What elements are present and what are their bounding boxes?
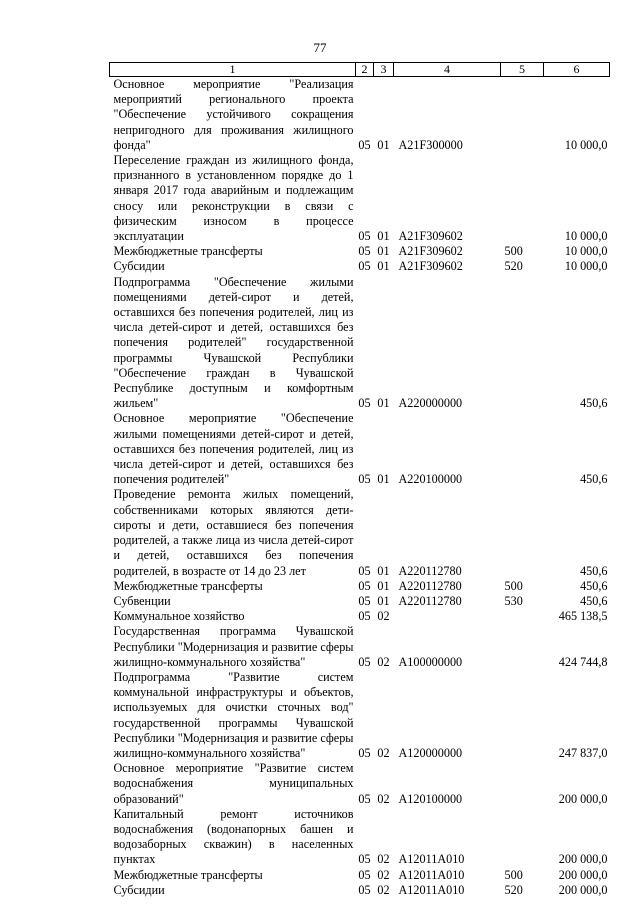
row-section-code: 05 bbox=[358, 578, 371, 593]
row-name: Основное мероприятие "Развитие систем водоснабжения муниципальных образований" bbox=[113, 761, 354, 806]
header-col-2: 2 bbox=[356, 63, 374, 77]
row-target-article: A120100000 bbox=[398, 791, 463, 806]
row-amount: 10 000,0 bbox=[564, 229, 608, 244]
row-expense-type bbox=[501, 624, 544, 670]
row-target-article: A12011A010 bbox=[398, 882, 465, 897]
row-target-article: A12011A010 bbox=[398, 852, 465, 867]
row-subsection-code: 01 bbox=[377, 229, 390, 244]
table-body bbox=[110, 77, 610, 898]
row-expense-type: 520 bbox=[504, 259, 523, 274]
row-name: Основное мероприятие "Обеспечение жилыми помещениями детей-сирот и детей, оставшихся без попечения родителей, лиц из числа детей-сирот и детей, оставшихся без попечения родителей" bbox=[113, 411, 354, 487]
row-expense-type bbox=[501, 275, 544, 412]
row-subsection-code: 01 bbox=[377, 578, 390, 593]
row-amount: 450,6 bbox=[580, 593, 608, 608]
row-subsection-code: 02 bbox=[377, 609, 390, 624]
row-subsection-code: 01 bbox=[377, 244, 390, 259]
row-amount: 247 837,0 bbox=[558, 745, 608, 760]
row-section-code: 05 bbox=[358, 396, 371, 411]
row-expense-type bbox=[501, 77, 544, 154]
row-subsection-code: 01 bbox=[377, 396, 390, 411]
table-row bbox=[110, 259, 610, 274]
row-name: Проведение ремонта жилых помещений, собственниками которых являются дети-сироты и дети, оставшиеся без попечения родителей, а также лица из числа детей-сирот и детей, оставшихся без попечения родителей, в возрасте от 14 до 23 лет bbox=[113, 487, 354, 578]
row-subsection-code: 02 bbox=[377, 745, 390, 760]
page-number: 77 bbox=[313, 40, 327, 55]
row-expense-type bbox=[501, 807, 544, 868]
row-subsection-code: 02 bbox=[377, 882, 390, 897]
row-name: Переселение граждан из жилищного фонда, признанного в установленном порядке до 1 января 2017 года аварийным и подлежащим сносу или реконструкции в связи с физическим износом в процессе эксплуатации bbox=[113, 153, 354, 244]
row-section-code: 05 bbox=[358, 745, 371, 760]
table-row bbox=[110, 487, 610, 578]
row-subsection-code: 01 bbox=[377, 472, 390, 487]
row-subsection-code: 02 bbox=[377, 852, 390, 867]
row-amount: 200 000,0 bbox=[558, 852, 608, 867]
row-name: Субвенции bbox=[113, 593, 171, 608]
row-expense-type bbox=[501, 670, 544, 761]
row-target-article: A100000000 bbox=[398, 654, 463, 669]
row-target-article: A21F309602 bbox=[398, 229, 463, 244]
row-amount: 10 000,0 bbox=[564, 244, 608, 259]
row-amount: 450,6 bbox=[580, 578, 608, 593]
row-expense-type: 500 bbox=[504, 244, 523, 259]
table-header bbox=[110, 63, 610, 77]
row-expense-type bbox=[501, 153, 544, 244]
table-row bbox=[110, 609, 610, 624]
row-section-code: 05 bbox=[358, 593, 371, 608]
row-name: Подпрограмма "Развитие систем коммунальной инфраструктуры и объектов, используемых для очистки сточных вод" государственной программы Чувашской Республики "Модернизация и развитие сферы жилищно-коммунального хозяйства" bbox=[113, 669, 354, 760]
header-col-6: 6 bbox=[544, 63, 610, 77]
row-expense-type: 500 bbox=[504, 867, 523, 882]
table-row bbox=[110, 761, 610, 807]
table-row bbox=[110, 275, 610, 412]
table-row bbox=[110, 594, 610, 609]
row-expense-type bbox=[501, 411, 544, 487]
row-name: Коммунальное хозяйство bbox=[113, 609, 245, 624]
row-amount: 200 000,0 bbox=[558, 882, 608, 897]
row-amount: 450,6 bbox=[580, 563, 608, 578]
header-col-5: 5 bbox=[501, 63, 544, 77]
row-section-code: 05 bbox=[358, 137, 371, 152]
row-subsection-code: 01 bbox=[377, 137, 390, 152]
row-name: Капитальный ремонт источников водоснабжения (водонапорных башен и водозаборных скважин) в населенных пунктах bbox=[113, 806, 354, 867]
row-amount: 465 138,5 bbox=[558, 609, 608, 624]
row-subsection-code: 02 bbox=[377, 654, 390, 669]
row-section-code: 05 bbox=[358, 229, 371, 244]
table-row bbox=[110, 153, 610, 244]
row-target-article: A21F309602 bbox=[398, 259, 463, 274]
row-subsection-code: 01 bbox=[377, 593, 390, 608]
row-target-article: A220112780 bbox=[398, 563, 462, 578]
row-amount: 200 000,0 bbox=[558, 791, 608, 806]
row-amount: 10 000,0 bbox=[564, 137, 608, 152]
row-section-code: 05 bbox=[358, 867, 371, 882]
row-amount: 10 000,0 bbox=[564, 259, 608, 274]
row-subsection-code: 01 bbox=[377, 563, 390, 578]
table-row bbox=[110, 77, 610, 154]
row-target-article bbox=[394, 609, 501, 624]
row-subsection-code: 01 bbox=[377, 259, 390, 274]
header-col-3: 3 bbox=[374, 63, 394, 77]
row-target-article: A220112780 bbox=[398, 593, 462, 608]
table-row bbox=[110, 411, 610, 487]
row-target-article: A21F300000 bbox=[398, 137, 463, 152]
row-target-article: A220000000 bbox=[398, 396, 463, 411]
row-section-code: 05 bbox=[358, 882, 371, 897]
row-expense-type: 500 bbox=[504, 578, 523, 593]
row-amount: 450,6 bbox=[580, 472, 608, 487]
row-section-code: 05 bbox=[358, 563, 371, 578]
budget-table bbox=[109, 62, 610, 898]
table-row bbox=[110, 670, 610, 761]
row-name: Межбюджетные трансферты bbox=[113, 578, 263, 593]
row-name: Государственная программа Чувашской Республики "Модернизация и развитие сферы жилищно-коммунального хозяйства" bbox=[113, 624, 354, 669]
row-section-code: 05 bbox=[358, 654, 371, 669]
row-expense-type bbox=[501, 609, 544, 624]
table-row bbox=[110, 244, 610, 259]
row-subsection-code: 02 bbox=[377, 791, 390, 806]
row-target-article: A12011A010 bbox=[398, 867, 465, 882]
header-col-1: 1 bbox=[110, 63, 356, 77]
row-expense-type: 530 bbox=[504, 593, 523, 608]
row-expense-type bbox=[501, 487, 544, 578]
table-row bbox=[110, 883, 610, 898]
row-section-code: 05 bbox=[358, 852, 371, 867]
header-col-4: 4 bbox=[394, 63, 501, 77]
row-section-code: 05 bbox=[358, 472, 371, 487]
row-target-article: A21F309602 bbox=[398, 244, 463, 259]
row-name: Субсидии bbox=[113, 882, 165, 897]
row-name: Субсидии bbox=[113, 259, 165, 274]
row-expense-type: 520 bbox=[504, 882, 523, 897]
row-section-code: 05 bbox=[358, 259, 371, 274]
row-section-code: 05 bbox=[358, 791, 371, 806]
row-target-article: A120000000 bbox=[398, 745, 463, 760]
table-row bbox=[110, 807, 610, 868]
row-amount: 450,6 bbox=[580, 396, 608, 411]
header-row bbox=[110, 63, 610, 77]
row-expense-type bbox=[501, 761, 544, 807]
row-name: Межбюджетные трансферты bbox=[113, 867, 263, 882]
table-row bbox=[110, 868, 610, 883]
row-subsection-code: 02 bbox=[377, 867, 390, 882]
row-name: Межбюджетные трансферты bbox=[113, 244, 263, 259]
table-row bbox=[110, 624, 610, 670]
row-amount: 200 000,0 bbox=[558, 867, 608, 882]
row-section-code: 05 bbox=[358, 609, 371, 624]
row-target-article: A220112780 bbox=[398, 578, 462, 593]
row-name: Подпрограмма "Обеспечение жилыми помещениями детей-сирот и детей, оставшихся без попечения родителей, лиц из числа детей-сирот и детей, оставшихся без попечения родителей" государственной программы Чувашской Республики "Обеспечение граждан в Чувашской Республике доступным и комфортным жильем" bbox=[113, 274, 354, 411]
table-row bbox=[110, 579, 610, 594]
row-section-code: 05 bbox=[358, 244, 371, 259]
row-amount: 424 744,8 bbox=[558, 654, 608, 669]
row-target-article: A220100000 bbox=[398, 472, 463, 487]
row-name: Основное мероприятие "Реализация мероприятий регионального проекта "Обеспечение устойчивого сокращения непригодного для проживания жилищного фонда" bbox=[113, 77, 354, 152]
